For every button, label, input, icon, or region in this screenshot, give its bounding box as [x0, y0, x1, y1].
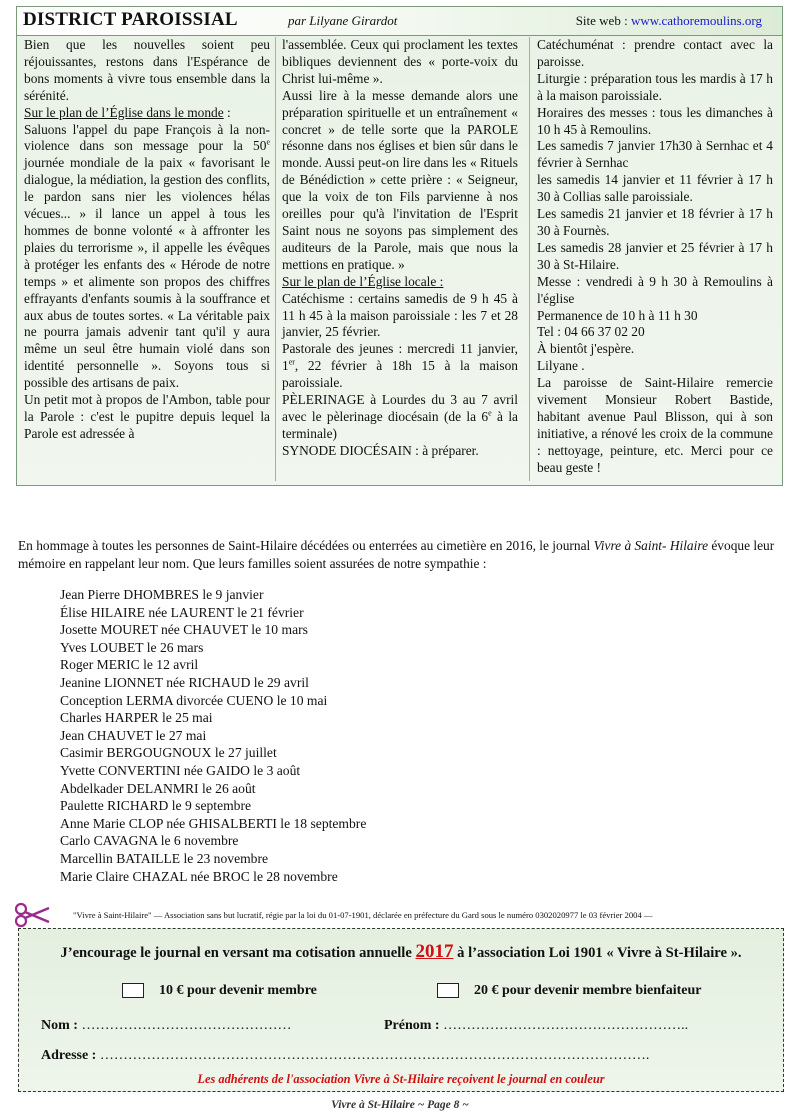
paragraph: l'assemblée. Ceux qui proclament les textes bibliques deviennent des « porte-voix du Christ lui-même ».: [282, 37, 518, 86]
superscript: er: [288, 357, 295, 367]
paragraph: [282, 341, 518, 392]
paragraph: Messe : vendredi à 9 h 30 à Remoulins à l'église: [537, 273, 773, 306]
tribute-intro: [18, 537, 784, 572]
nom-label: Nom :: [41, 1018, 78, 1033]
paragraph: Aussi lire à la messe demande alors une préparation spirituelle et un entraînement « concret » de telle sorte que la PAROLE résonne dans nos églises et bien sûr dans le monde. Aussi peut-on lire dans les « Rituels de Bénédiction » cette prière : « Seigneur, que la voix de ton Fils parvienne à nos oreilles pour qu'à l'invitation de l'Esprit Saint nous ne soyons pas simplement des auditeurs de la Parole, mais que nous la mettions en pratique. »: [282, 87, 518, 272]
website-link[interactable]: www.cathoremoulins.org: [630, 13, 762, 28]
paragraph: Horaires des messes : tous les dimanches à 10 h 45 à Remoulins.: [537, 104, 773, 137]
paragraph: Permanence de 10 h à 11 h 30: [537, 307, 698, 323]
text-span: PÈLERINAGE à Lourdes du 3 au 7 avril avec le pèlerinage diocésain (de la 6: [282, 392, 518, 424]
membre-checkbox[interactable]: [122, 983, 144, 998]
paragraph: Les samedis 28 janvier et 25 février à 17 h 30 à St-Hilaire.: [537, 239, 773, 272]
memorial-name: Josette MOURET née CHAUVET le 10 mars: [60, 622, 308, 638]
text-span: journée mondiale de la paix « favorisant le dialogue, la médiation, la gestion des conflits, le pardon sans nier les violences hélas vécues... » il lance un appel à tous les hommes de bonne volonté « à affronter les plaies du terrorisme », il appelle les évêques à protéger les enfants des « Hérode de notre temps » et alimente son propos des chiffres effrayants d'enfants soumis à la souffrance et aux abus de toutes sortes. « La véritable paix ne pourra jamais advenir tant qu'il y aura même un seul être humain violé dans son identité personnelle ». Soyons tous si possible des artisans de paix.: [24, 155, 270, 391]
bienfaiteur-checkbox[interactable]: [437, 983, 459, 998]
text-span: à l’association Loi 1901 « Vivre à St-Hilaire ».: [453, 945, 742, 961]
prenom-label: Prénom :: [384, 1018, 440, 1033]
text-span: évoque leur mémoire en rappelant leur nom. Que leurs familles soient assurées de notre sympathie :: [18, 538, 775, 571]
column-2: [282, 37, 518, 460]
subheading-local: Sur le plan de l’Église locale :: [282, 273, 444, 289]
prenom-dots: ……………………………………………..: [443, 1018, 689, 1033]
text-span: Saluons l'appel du pape François à la non-violence dans son message pour la 50: [24, 121, 270, 154]
paragraph: Un petit mot à propos de l'Ambon, table pour la Parole : c'est le pupitre depuis lequel la Parole est adressée à: [24, 392, 270, 441]
paragraph: Les samedis 21 janvier et 18 février à 17 h 30 à Fournès.: [537, 206, 773, 238]
memorial-name: Casimir BERGOUGNOUX le 27 juillet: [60, 745, 277, 761]
paragraph: À bientôt j'espère.: [537, 341, 635, 357]
membership-year: 2017: [415, 941, 454, 962]
superscript: e: [488, 408, 492, 418]
paragraph: Catéchisme : certains samedis de 9 h 45 à 11 h 45 à la maison paroissiale : les 7 et 28 janvier, 25 février.: [282, 290, 518, 340]
paragraph: Liturgie : préparation tous les mardis à 17 h à la maison paroissiale.: [537, 70, 773, 103]
memorial-name: Conception LERMA divorcée CUENO le 10 mai: [60, 692, 328, 708]
paragraph: [24, 122, 270, 393]
district-paroissial-box: [16, 6, 783, 486]
memorial-name: Jean CHAUVET le 27 mai: [60, 727, 207, 743]
scissors-icon: [12, 902, 52, 928]
paragraph: Bien que les nouvelles soient peu réjouissantes, restons dans l'Espérance de bons moments à vivre tous ensemble dans la sérénité.: [24, 37, 270, 103]
website-line: [576, 13, 762, 29]
text-span: , 22 février à 18h 15 à la maison paroissiale.: [282, 358, 518, 391]
memorial-name: Roger MERIC le 12 avril: [60, 657, 199, 673]
bienfaiteur-option-label: 20 € pour devenir membre bienfaiteur: [474, 983, 702, 998]
text-span: à la terminale): [282, 408, 518, 441]
section-header: [17, 7, 782, 36]
memorial-name: Anne Marie CLOP née GHISALBERTI le 18 septembre: [60, 815, 367, 831]
adresse-label: Adresse :: [41, 1048, 97, 1063]
column-1: [24, 37, 270, 443]
prenom-field[interactable]: [384, 1018, 688, 1034]
nom-field[interactable]: [41, 1018, 291, 1034]
form-footnote: Les adhérents de l'association Vivre à St-Hilaire reçoivent le journal en couleur: [197, 1072, 605, 1086]
membre-option-label: 10 € pour devenir membre: [159, 983, 317, 998]
memorial-name: Marcellin BATAILLE le 23 novembre: [60, 850, 269, 866]
text-span: J’encourage le journal en versant ma cotisation annuelle: [60, 945, 416, 961]
association-legal-note: "Vivre à Saint-Hilaire" — Association sans but lucratif, régie par la loi du 01-07-1901, déclarée en préfecture du Gard sous le numéro 0302020977 le 03 février 2004 —: [73, 910, 653, 920]
memorial-name: Carlo CAVAGNA le 6 novembre: [60, 833, 239, 849]
paragraph: Tel : 04 66 37 02 20: [537, 324, 645, 340]
memorial-name: Yvette CONVERTINI née GAIDO le 3 août: [60, 762, 301, 778]
form-heading: [19, 941, 783, 963]
paragraph: SYNODE DIOCÉSAIN : à préparer.: [282, 442, 479, 458]
memorial-name: Élise HILAIRE née LAURENT le 21 février: [60, 604, 304, 620]
page-footer: Vivre à St-Hilaire ~ Page 8 ~: [331, 1099, 469, 1111]
paragraph: Catéchuménat : prendre contact avec la paroisse.: [537, 37, 773, 69]
adresse-field[interactable]: [41, 1048, 649, 1064]
memorial-name: Marie Claire CHAZAL née BROC le 28 novembre: [60, 868, 338, 884]
website-label: Site web :: [575, 13, 631, 28]
column-divider: [275, 37, 276, 481]
memorial-name: Jean Pierre DHOMBRES le 9 janvier: [60, 587, 264, 602]
subheading-colon: :: [223, 104, 231, 120]
membership-form: [18, 928, 784, 1092]
column-3: [537, 37, 773, 477]
text-span: Pastorale des jeunes : mercredi 11 janvier, 1: [282, 341, 518, 374]
paragraph: La paroisse de Saint-Hilaire remercie vivement Monsieur Robert Bastide, habitant avenue Paul Blisson, qui à son initiative, a rénové les croix de la commune : nettoyage, peinture, etc. Merci pour ce beau geste !: [537, 375, 773, 475]
subheading-world: [24, 105, 270, 122]
journal-name: Vivre à Saint- Hilaire: [593, 538, 709, 553]
memorial-name: Jeanine LIONNET née RICHAUD le 29 avril: [60, 674, 309, 690]
adresse-dots: ……………………………………………………………………………………………………….: [99, 1048, 650, 1063]
subheading-text: Sur le plan de l’Église dans le monde: [24, 104, 224, 120]
paragraph: Lilyane .: [537, 358, 585, 374]
column-divider: [529, 37, 530, 481]
memorial-name-list: [60, 586, 366, 885]
text-span: En hommage à toutes les personnes de Saint-Hilaire décédées ou enterrées au cimetière en 2016, le journal: [18, 538, 594, 553]
paragraph: les samedis 14 janvier et 11 février à 17 h 30 à Collias salle paroissiale.: [537, 172, 773, 205]
memorial-name: Charles HARPER le 25 mai: [60, 710, 213, 726]
paragraph: Les samedis 7 janvier 17h30 à Sernhac et 4 février à Sernhac: [537, 138, 773, 171]
author-byline: par Lilyane Girardot: [288, 13, 398, 28]
memorial-name: Yves LOUBET le 26 mars: [60, 639, 204, 655]
superscript: e: [266, 137, 270, 147]
section-title: DISTRICT PAROISSIAL: [23, 9, 238, 30]
memorial-name: Abdelkader DELANMRI le 26 août: [60, 780, 256, 796]
nom-dots: ………………………………………: [81, 1018, 292, 1033]
memorial-name: Paulette RICHARD le 9 septembre: [60, 798, 252, 814]
paragraph: [282, 392, 518, 443]
